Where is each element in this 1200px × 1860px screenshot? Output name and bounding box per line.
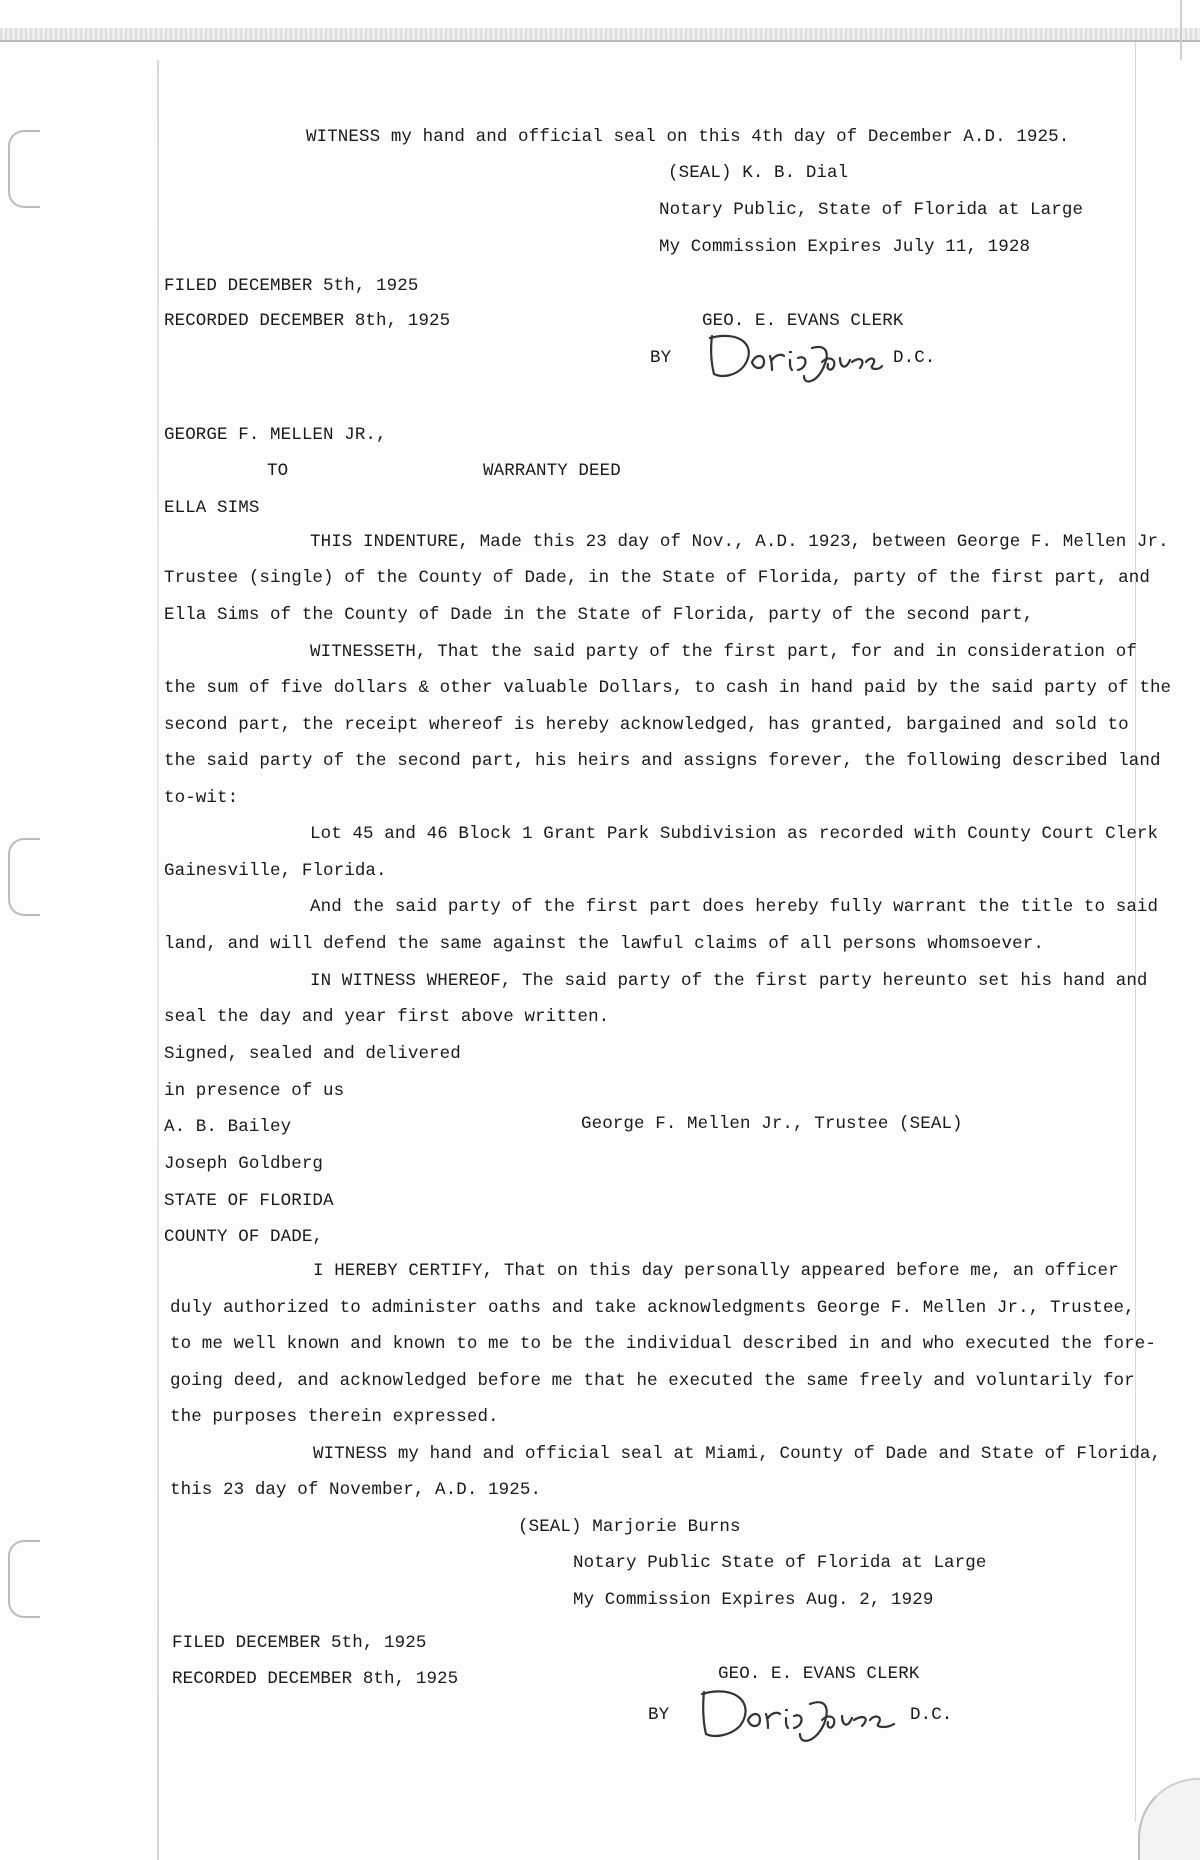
- body-line: IN WITNESS WHEREOF, The said party of the first party hereunto set his hand and: [310, 971, 1148, 991]
- to-label: TO: [267, 461, 289, 481]
- witness-one: A. B. Bailey: [164, 1117, 292, 1137]
- recorded-date-bottom: RECORDED DECEMBER 8th, 1925: [172, 1669, 459, 1689]
- signed-sealed-delivered: Signed, sealed and delivered: [164, 1044, 461, 1064]
- commission-line-bottom: My Commission Expires Aug. 2, 1929: [573, 1590, 934, 1610]
- witness-two: Joseph Goldberg: [164, 1154, 324, 1174]
- dc-label-top: D.C.: [893, 348, 936, 368]
- doris-jones-signature-top: [700, 322, 890, 390]
- state-of-florida: STATE OF FLORIDA: [164, 1191, 334, 1211]
- body-line: second part, the receipt whereof is hereby acknowledged, has granted, bargained and sold to: [164, 715, 1129, 735]
- body-line: seal the day and year first above written.: [164, 1007, 610, 1027]
- deed-type: WARRANTY DEED: [483, 461, 621, 481]
- in-presence-of: in presence of us: [164, 1081, 345, 1101]
- grantor-signature-line: George F. Mellen Jr., Trustee (SEAL): [581, 1114, 963, 1134]
- filed-date-bottom: FILED DECEMBER 5th, 1925: [172, 1633, 427, 1653]
- body-line: THIS INDENTURE, Made this 23 day of Nov., A.D. 1923, between George F. Mellen Jr.: [310, 532, 1169, 552]
- witness-line: WITNESS my hand and official seal on this 4th day of December A.D. 1925.: [306, 127, 1070, 147]
- doris-jones-signature-bottom: [690, 1678, 910, 1750]
- certificate-line: going deed, and acknowledged before me that he executed the same freely and voluntarily for: [170, 1371, 1135, 1391]
- certificate-line: I HEREBY CERTIFY, That on this day personally appeared before me, an officer: [313, 1261, 1119, 1281]
- body-line: Ella Sims of the County of Dade in the State of Florida, party of the second part,: [164, 605, 1034, 625]
- clerk-name-bottom: GEO. E. EVANS CLERK: [718, 1664, 920, 1684]
- page-top-line: [0, 40, 1200, 42]
- county-of-dade: COUNTY OF DADE,: [164, 1227, 324, 1247]
- seal-line-top: (SEAL) K. B. Dial: [668, 163, 849, 183]
- body-line: And the said party of the first part does hereby fully warrant the title to said: [310, 897, 1159, 917]
- filed-date-top: FILED DECEMBER 5th, 1925: [164, 276, 419, 296]
- body-line: land, and will defend the same against the lawful claims of all persons whomsoever.: [164, 934, 1044, 954]
- certificate-line: duly authorized to administer oaths and take acknowledgments George F. Mellen Jr., Trustee,: [170, 1298, 1135, 1318]
- clerk-name-top: GEO. E. EVANS CLERK: [702, 311, 904, 331]
- binder-hole-middle: [8, 838, 40, 916]
- body-line: Gainesville, Florida.: [164, 861, 387, 881]
- certificate-line: the purposes therein expressed.: [170, 1407, 499, 1427]
- page-top-strip: [0, 28, 1200, 40]
- page-right-mark: [1180, 0, 1182, 60]
- seal-line-bottom: (SEAL) Marjorie Burns: [518, 1517, 741, 1537]
- dc-label-bottom: D.C.: [910, 1705, 953, 1725]
- recorded-date-top: RECORDED DECEMBER 8th, 1925: [164, 311, 451, 331]
- page-right-edge: [1135, 42, 1136, 1822]
- certificate-line: this 23 day of November, A.D. 1925.: [170, 1480, 542, 1500]
- body-line: the said party of the second part, his heirs and assigns forever, the following described land: [164, 751, 1161, 771]
- commission-line-top: My Commission Expires July 11, 1928: [659, 237, 1031, 257]
- grantee-name: ELLA SIMS: [164, 498, 260, 518]
- certificate-line: WITNESS my hand and official seal at Miami, County of Dade and State of Florida,: [313, 1444, 1162, 1464]
- body-line: the sum of five dollars & other valuable Dollars, to cash in hand paid by the said party of the: [164, 678, 1172, 698]
- body-line: to-wit:: [164, 788, 239, 808]
- land-description: Lot 45 and 46 Block 1 Grant Park Subdivision as recorded with County Court Clerk: [310, 824, 1159, 844]
- binder-hole-bottom: [8, 1540, 40, 1618]
- body-line: WITNESSETH, That the said party of the first part, for and in consideration of: [310, 642, 1137, 662]
- binder-hole-top: [8, 130, 40, 208]
- notary-line-bottom: Notary Public State of Florida at Large: [573, 1553, 987, 1573]
- grantor-name: GEORGE F. MELLEN JR.,: [164, 425, 387, 445]
- page-corner-curl: [1138, 1778, 1200, 1860]
- notary-line-top: Notary Public, State of Florida at Large: [659, 200, 1084, 220]
- by-label-top: BY: [650, 348, 672, 368]
- certificate-line: to me well known and known to me to be the individual described in and who executed the fore-: [170, 1334, 1156, 1354]
- body-line: Trustee (single) of the County of Dade, in the State of Florida, party of the first part, and: [164, 568, 1150, 588]
- left-margin-line: [157, 60, 159, 1860]
- by-label-bottom: BY: [648, 1705, 670, 1725]
